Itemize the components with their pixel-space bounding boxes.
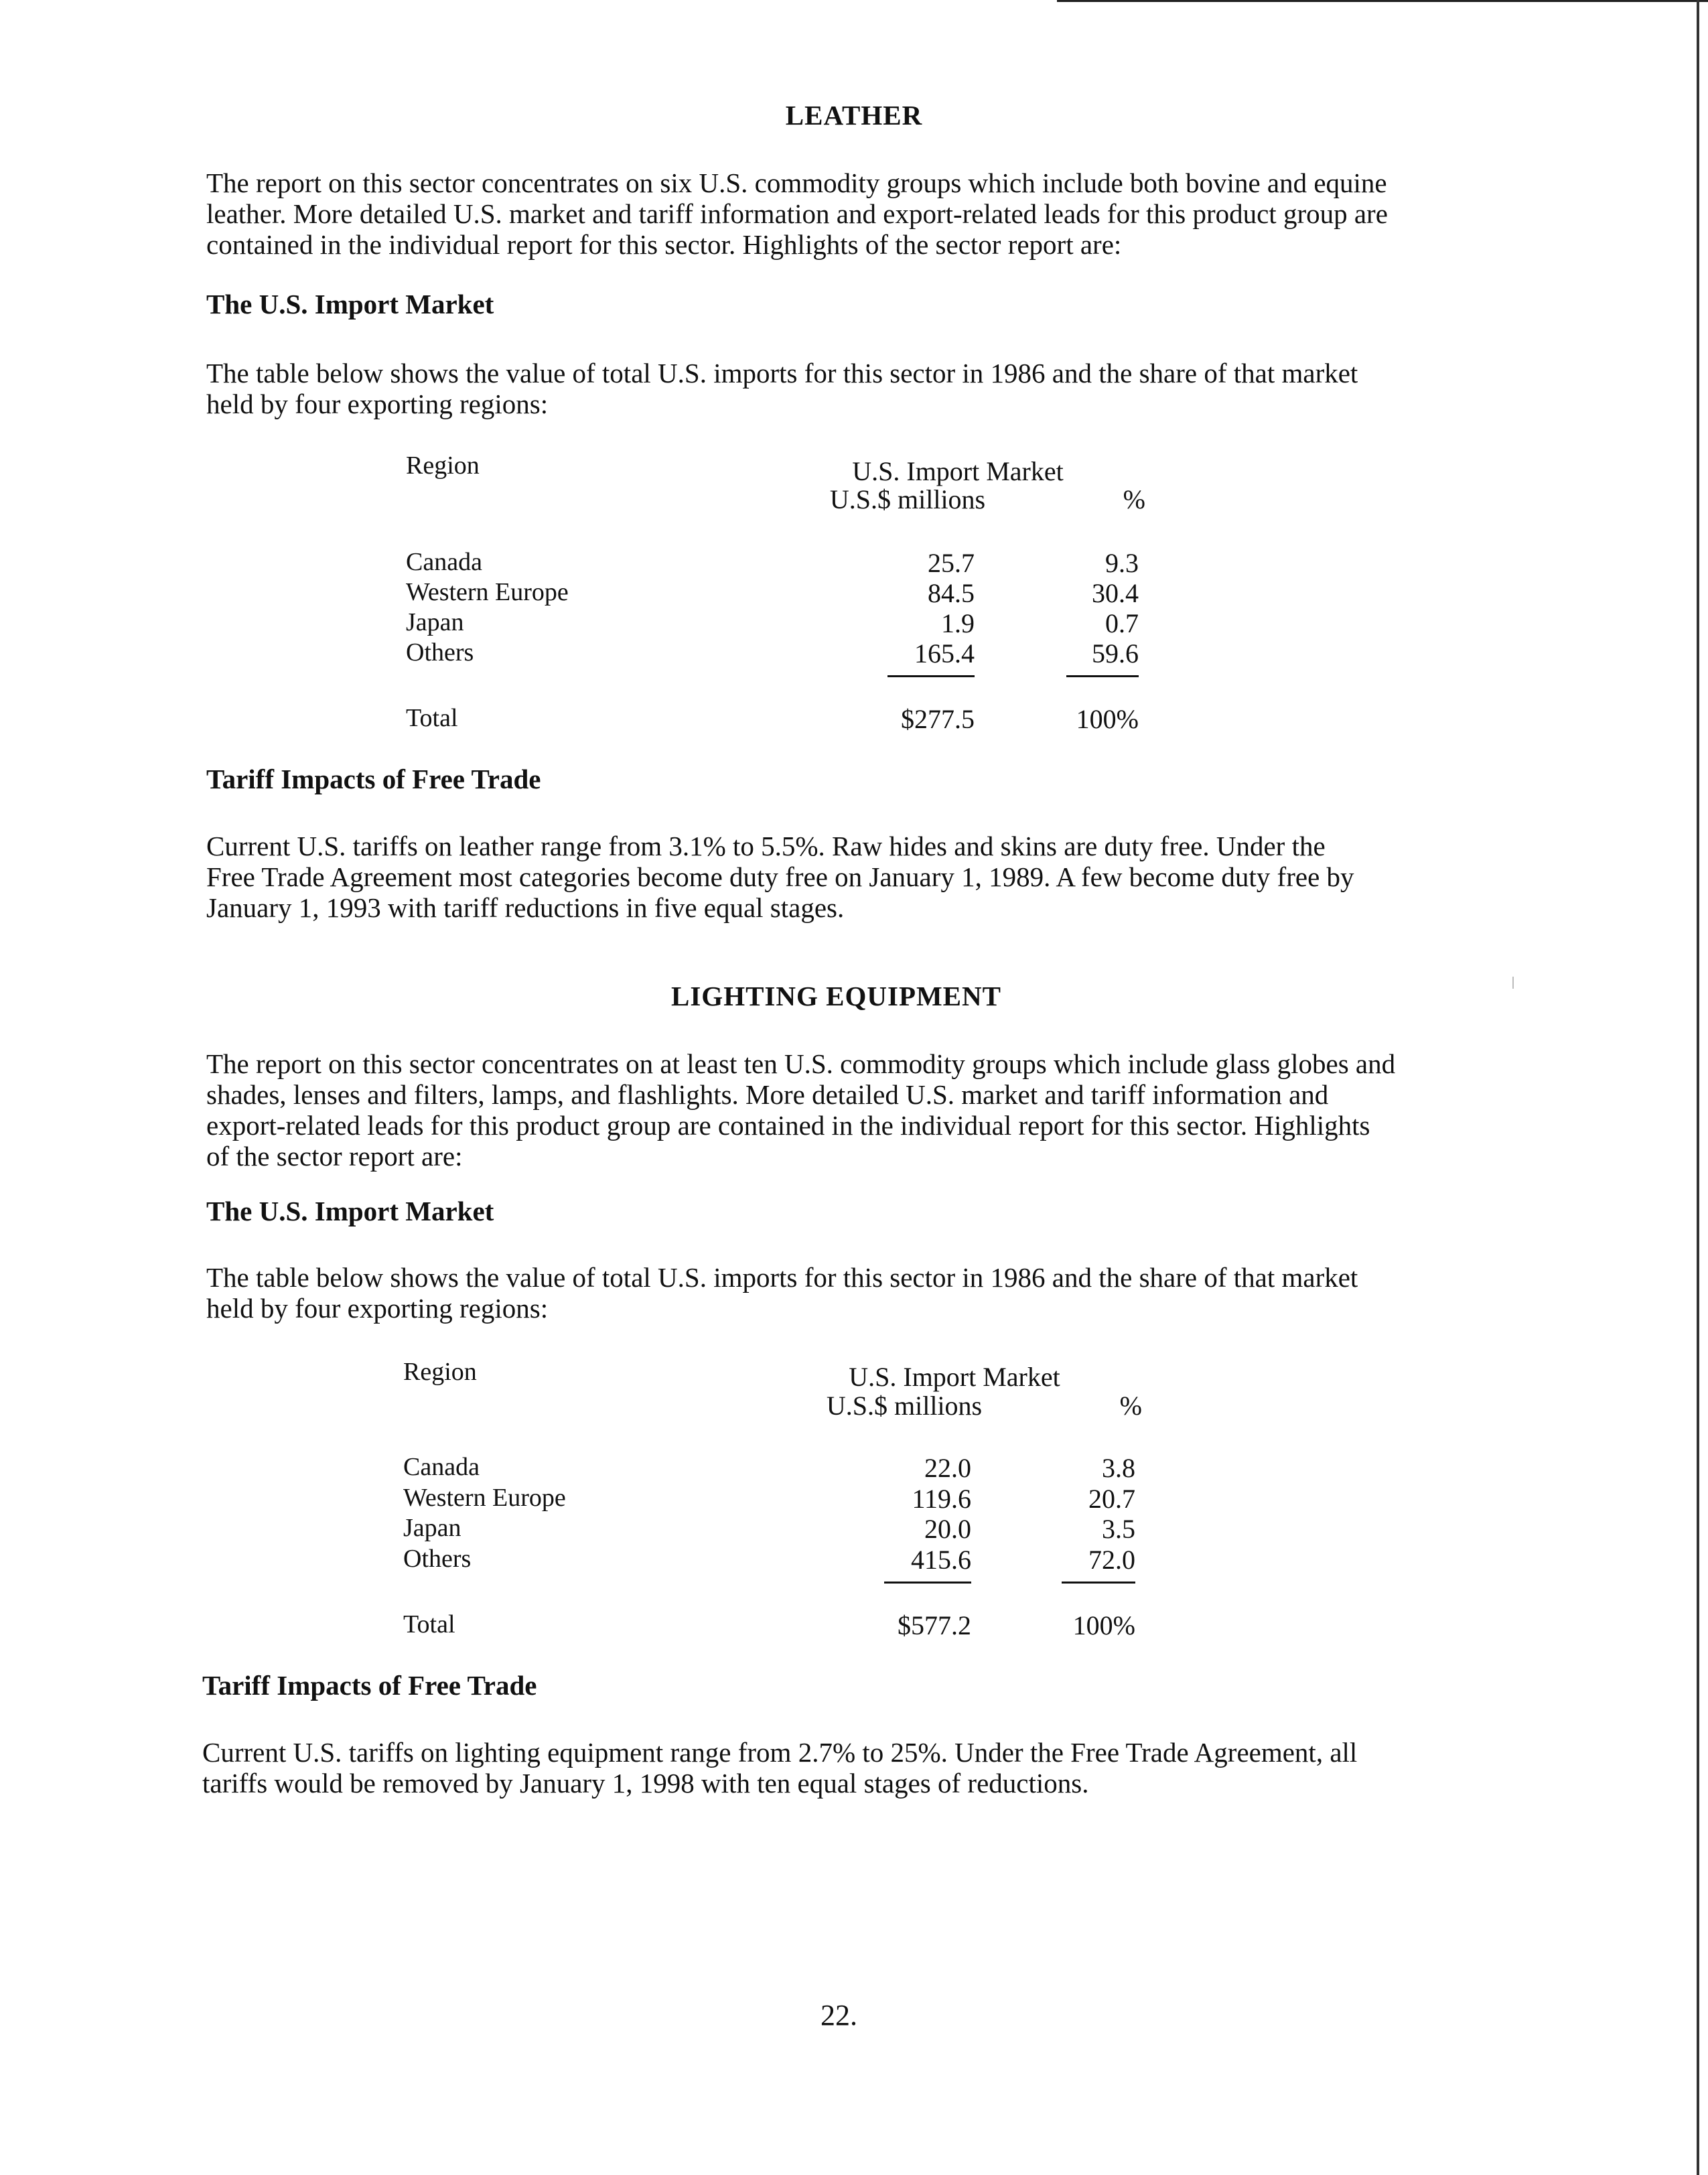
leather-market-paragraph <box>206 358 1546 419</box>
table-row-value: 119.6 <box>912 1484 971 1514</box>
paragraph-line: Free Trade Agreement most categories become duty free on January 1, 1989. A few become duty free by <box>206 861 1354 892</box>
table-row-pct: 3.5 <box>1102 1514 1135 1544</box>
table-row-value: 25.7 <box>928 548 975 578</box>
paragraph-line: held by four exporting regions: <box>206 1293 549 1324</box>
leather-tariff-heading: Tariff Impacts of Free Trade <box>206 764 541 794</box>
table-row-pct: 30.4 <box>1092 578 1139 608</box>
paragraph-line: The report on this sector concentrates on at least ten U.S. commodity groups which include glass globes and <box>206 1048 1396 1079</box>
table-total-pct: 100% <box>1072 1610 1135 1640</box>
table-total-label: Total <box>406 704 458 732</box>
table-total-label: Total <box>403 1610 455 1638</box>
paragraph-line: contained in the individual report for this sector. Highlights of the sector report are: <box>206 229 1122 260</box>
column-group-header: U.S. Import Market <box>849 1362 1060 1392</box>
lighting-market-heading: The U.S. Import Market <box>206 1196 494 1226</box>
table-row-pct: 3.8 <box>1102 1453 1135 1483</box>
table-row-region: Western Europe <box>406 578 569 606</box>
leather-market-heading: The U.S. Import Market <box>206 289 494 320</box>
table-row-value: 165.4 <box>914 638 975 669</box>
scan-edge-top <box>1057 0 1708 2</box>
paragraph-line: shades, lenses and filters, lamps, and flashlights. More detailed U.S. market and tariff information and <box>206 1079 1329 1110</box>
table-row-region: Japan <box>403 1514 461 1542</box>
paragraph-line: The report on this sector concentrates on six U.S. commodity groups which include both bovine and equine <box>206 167 1387 198</box>
subtotal-rule <box>1062 1582 1135 1584</box>
table-row-pct: 72.0 <box>1088 1545 1135 1575</box>
paragraph-line: held by four exporting regions: <box>206 389 549 419</box>
paragraph-line: export-related leads for this product group are contained in the individual report for this sector. Highlights <box>206 1110 1370 1141</box>
paragraph-line: leather. More detailed U.S. market and tariff information and export-related leads for this product group are <box>206 198 1388 229</box>
lighting-tariff-paragraph <box>202 1737 1542 1799</box>
column-header-value: U.S.$ millions <box>829 484 986 514</box>
table-row-region: Japan <box>406 608 464 636</box>
table-row-region: Canada <box>403 1453 480 1481</box>
subtotal-rule <box>884 1582 971 1584</box>
leather-tariff-paragraph <box>206 831 1546 923</box>
table-row-value: 22.0 <box>924 1453 971 1483</box>
scan-edge-right <box>1697 0 1699 2175</box>
paragraph-line: The table below shows the value of total U.S. imports for this sector in 1986 and the share of that market <box>206 1262 1358 1293</box>
paragraph-line: January 1, 1993 with tariff reductions in five equal stages. <box>206 892 845 923</box>
table-row-value: 1.9 <box>941 608 975 638</box>
paragraph-line: tariffs would be removed by January 1, 1998 with ten equal stages of reductions. <box>202 1768 1089 1799</box>
table-row-pct: 0.7 <box>1105 608 1139 638</box>
table-row-value: 84.5 <box>928 578 975 608</box>
subtotal-rule <box>1066 675 1139 677</box>
table-row-value: 20.0 <box>924 1514 971 1544</box>
leather-intro-paragraph <box>206 167 1546 260</box>
column-header-value: U.S.$ millions <box>826 1391 983 1421</box>
paragraph-line: The table below shows the value of total U.S. imports for this sector in 1986 and the share of that market <box>206 358 1358 389</box>
table-total-value: $577.2 <box>898 1610 971 1640</box>
paragraph-line: of the sector report are: <box>206 1141 463 1172</box>
lighting-tariff-heading: Tariff Impacts of Free Trade <box>202 1670 537 1701</box>
table-row-pct: 59.6 <box>1092 638 1139 669</box>
page-number: 22. <box>821 1999 857 2032</box>
column-group-header: U.S. Import Market <box>852 456 1064 486</box>
subtotal-rule <box>887 675 975 677</box>
column-header-region: Region <box>403 1358 477 1386</box>
paragraph-line: Current U.S. tariffs on leather range from 3.1% to 5.5%. Raw hides and skins are duty free. Under the <box>206 831 1326 861</box>
table-total-value: $277.5 <box>901 704 975 734</box>
paragraph-line: Current U.S. tariffs on lighting equipment range from 2.7% to 25%. Under the Free Trade Agreement, all <box>202 1737 1358 1768</box>
section-title-lighting-equipment: LIGHTING EQUIPMENT <box>671 981 1001 1011</box>
column-header-pct: % <box>1123 484 1145 514</box>
lighting-market-paragraph <box>206 1262 1546 1324</box>
table-total-pct: 100% <box>1076 704 1139 734</box>
table-row-region: Western Europe <box>403 1484 566 1512</box>
table-row-region: Canada <box>406 548 482 576</box>
table-row-region: Others <box>406 638 474 666</box>
section-title-leather: LEATHER <box>785 100 923 131</box>
table-row-pct: 9.3 <box>1105 548 1139 578</box>
table-row-pct: 20.7 <box>1088 1484 1135 1514</box>
column-header-region: Region <box>406 451 480 480</box>
column-header-pct: % <box>1119 1391 1142 1421</box>
table-row-value: 415.6 <box>911 1545 971 1575</box>
lighting-intro-paragraph <box>206 1048 1546 1172</box>
table-row-region: Others <box>403 1545 472 1573</box>
scan-speck <box>1512 977 1514 989</box>
